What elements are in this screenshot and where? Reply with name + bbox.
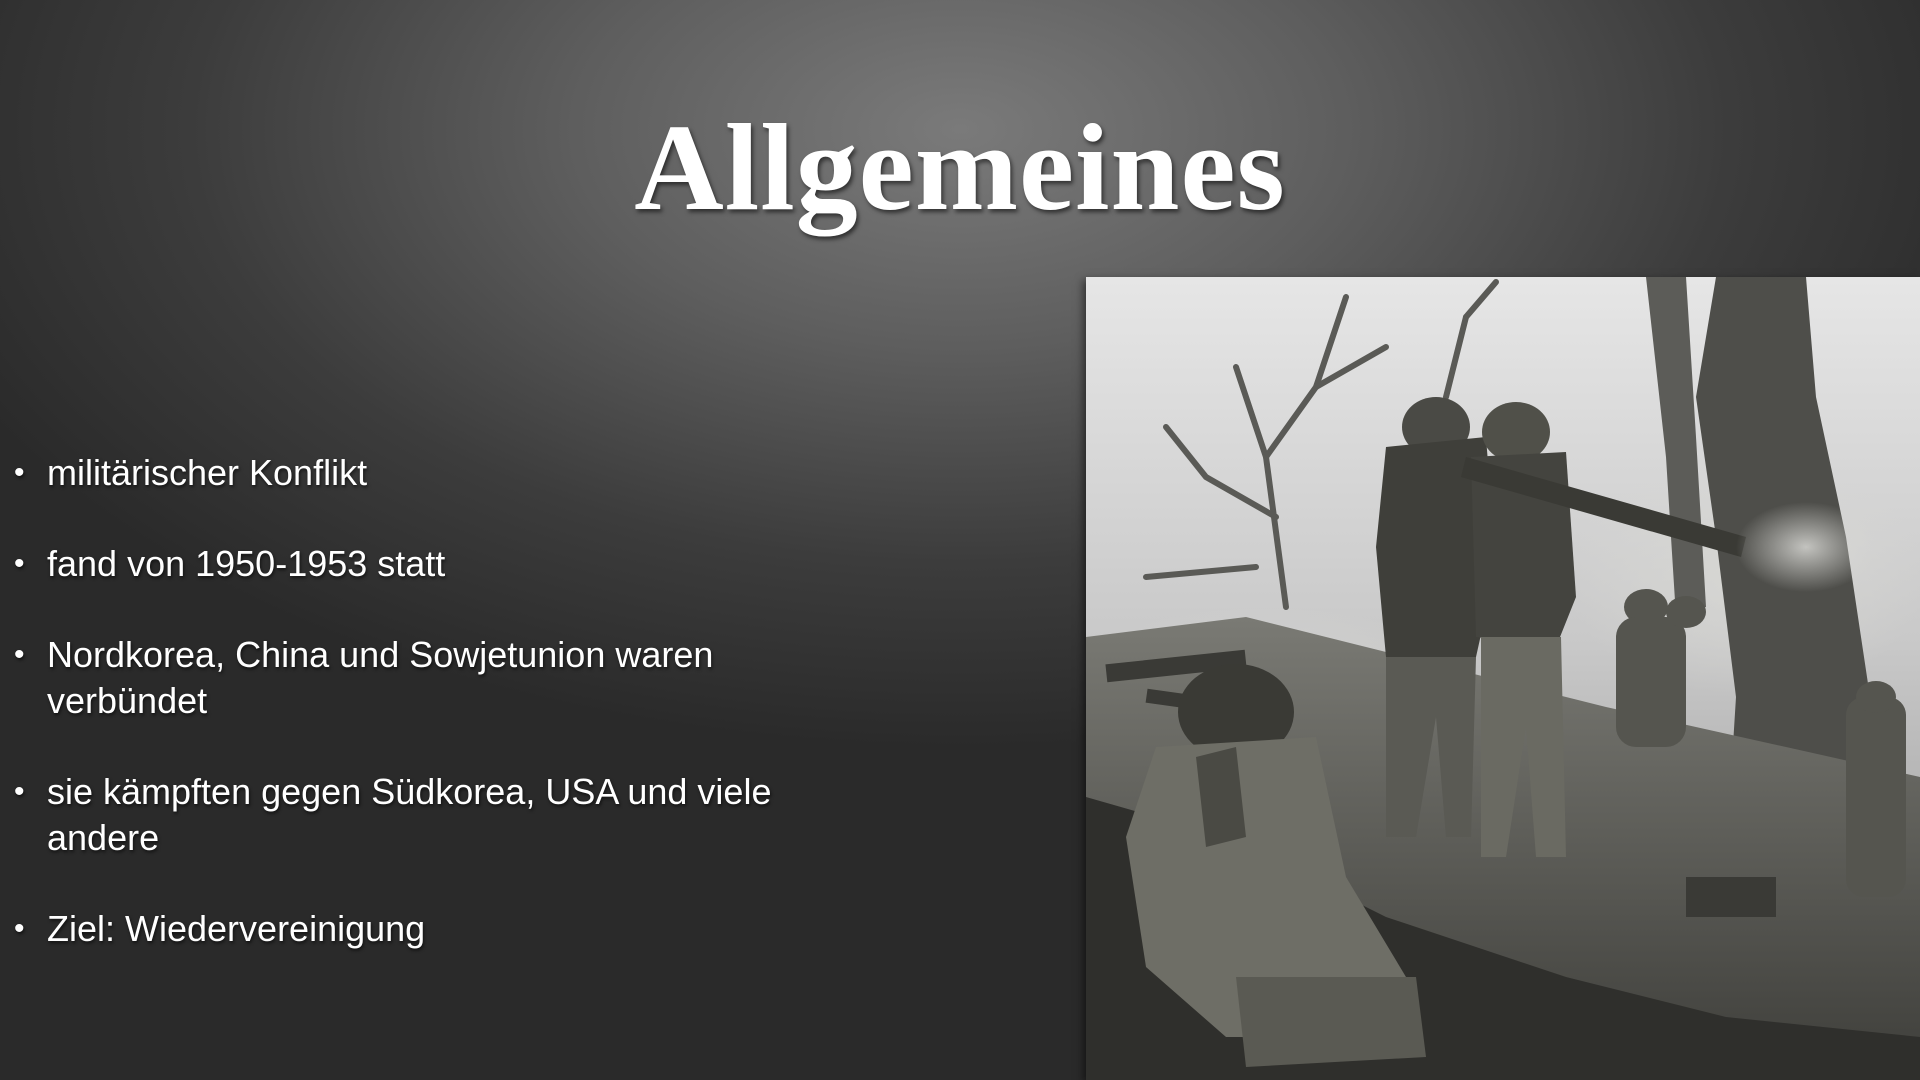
bullet-text: fand von 1950-1953 statt xyxy=(47,543,446,584)
soldiers-photo xyxy=(1086,277,1920,1080)
bullet-item xyxy=(10,769,807,861)
bullet-text: sie kämpften gegen Südkorea, USA und viele andere xyxy=(47,771,772,858)
bullet-text: Ziel: Wiedervereinigung xyxy=(47,908,426,949)
bullet-list xyxy=(10,450,810,997)
bullet-dot: • xyxy=(14,912,25,945)
bullet-dot: • xyxy=(14,456,25,489)
bullet-item xyxy=(10,906,810,952)
bullet-text: militärischer Konflikt xyxy=(47,452,368,493)
slide-title: Allgemeines xyxy=(634,99,1286,236)
bullet-text: Nordkorea, China und Sowjetunion waren verbündet xyxy=(47,634,714,721)
bullet-dot: • xyxy=(14,638,25,671)
bullet-dot: • xyxy=(14,547,25,580)
bullet-dot: • xyxy=(14,775,25,808)
bullet-item xyxy=(10,450,810,496)
bullet-item xyxy=(10,541,810,587)
bullet-item xyxy=(10,632,807,724)
